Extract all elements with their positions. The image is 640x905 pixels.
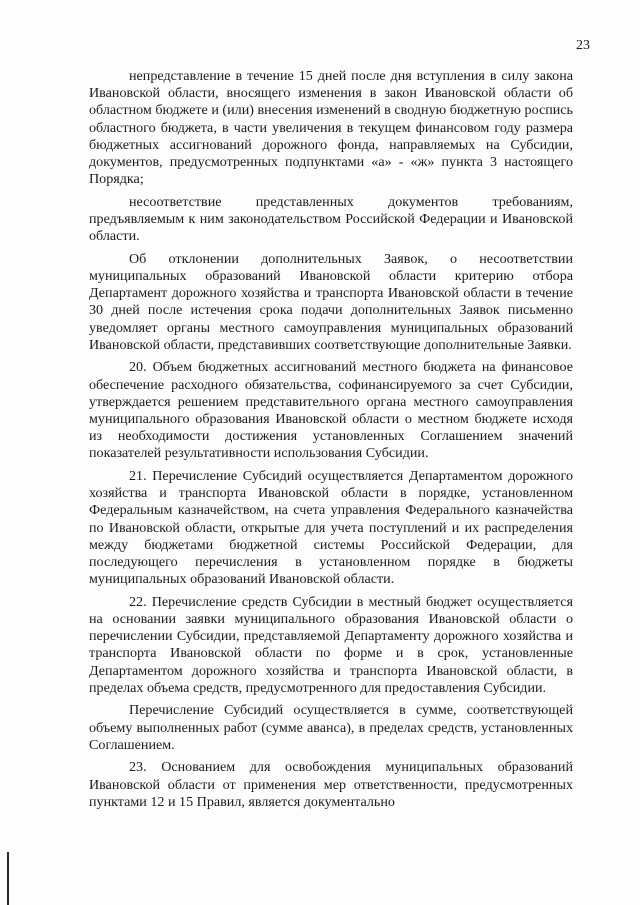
paragraph-item-21: 21. Перечисление Субсидий осуществляется Департаментом дорожного хозяйства и транспорта Ивановской области в порядке, установленном Федеральным казначейством, на счета управления Федерального казначейства по Ивановской области, открытые для учета поступлений и их распределения между бюджетами бюджетной системы Российской Федерации, для последующего перечисления в установленном порядке в бюджеты муниципальных образований Ивановской области. <box>89 468 573 588</box>
paragraph-item-23: 23. Основанием для освобождения муниципальных образований Ивановской области от применения мер ответственности, предусмотренных пунктами 12 и 15 Правил, является документально <box>89 759 573 810</box>
paragraph-item-20: 20. Объем бюджетных ассигнований местного бюджета на финансовое обеспечение расходного обязательства, софинансируемого за счет Субсидии, утверждается решением представительного органа местного самоуправления муниципального образования Ивановской области о местном бюджете исходя из необходимости достижения установленных Соглашением значений показателей результативности использования Субсидии. <box>89 359 573 462</box>
document-body <box>89 68 573 813</box>
paragraph-non-compliance: несоответствие представленных документов требованиям, предъявляемым к ним законодательством Российской Федерации и Ивановской области. <box>89 193 573 245</box>
paragraph-rejection-notice: Об отклонении дополнительных Заявок, о несоответствии муниципальных образований Ивановской области критерию отбора Департамент дорожного хозяйства и транспорта Ивановской области в течение 30 дней после истечения срока подачи дополнительных Заявок письменно уведомляет органы местного самоуправления муниципальных образований Ивановской области, представивших соответствующие дополнительные Заявки. <box>89 250 573 353</box>
paragraph-item-22: 22. Перечисление средств Субсидии в местный бюджет осуществляется на основании заявки муниципального образования Ивановской области о перечислении Субсидии, представляемой Департаменту дорожного хозяйства и транспорта Ивановской области по форме и в срок, установленные Департаментом дорожного хозяйства и транспорта Ивановской области, в пределах объема средств, предусмотренного для предоставления Субсидии. <box>89 593 573 696</box>
paragraph-non-submission: непредставление в течение 15 дней после дня вступления в силу закона Ивановской области, вносящего изменения в закон Ивановской области об областном бюджете и (или) внесения изменений в сводную бюджетную роспись областного бюджета, в части увеличения в текущем финансовом году размера бюджетных ассигнований дорожного фонда, направляемых на Субсидии, документов, предусмотренных подпунктами «а» - «ж» пункта 3 настоящего Порядка; <box>89 68 573 188</box>
scan-edge-mark <box>7 852 9 905</box>
paragraph-transfer-amount: Перечисление Субсидий осуществляется в сумме, соответствующей объему выполненных работ (сумме аванса), в пределах средств, установленных Соглашением. <box>89 702 573 753</box>
page-number: 23 <box>576 38 590 53</box>
